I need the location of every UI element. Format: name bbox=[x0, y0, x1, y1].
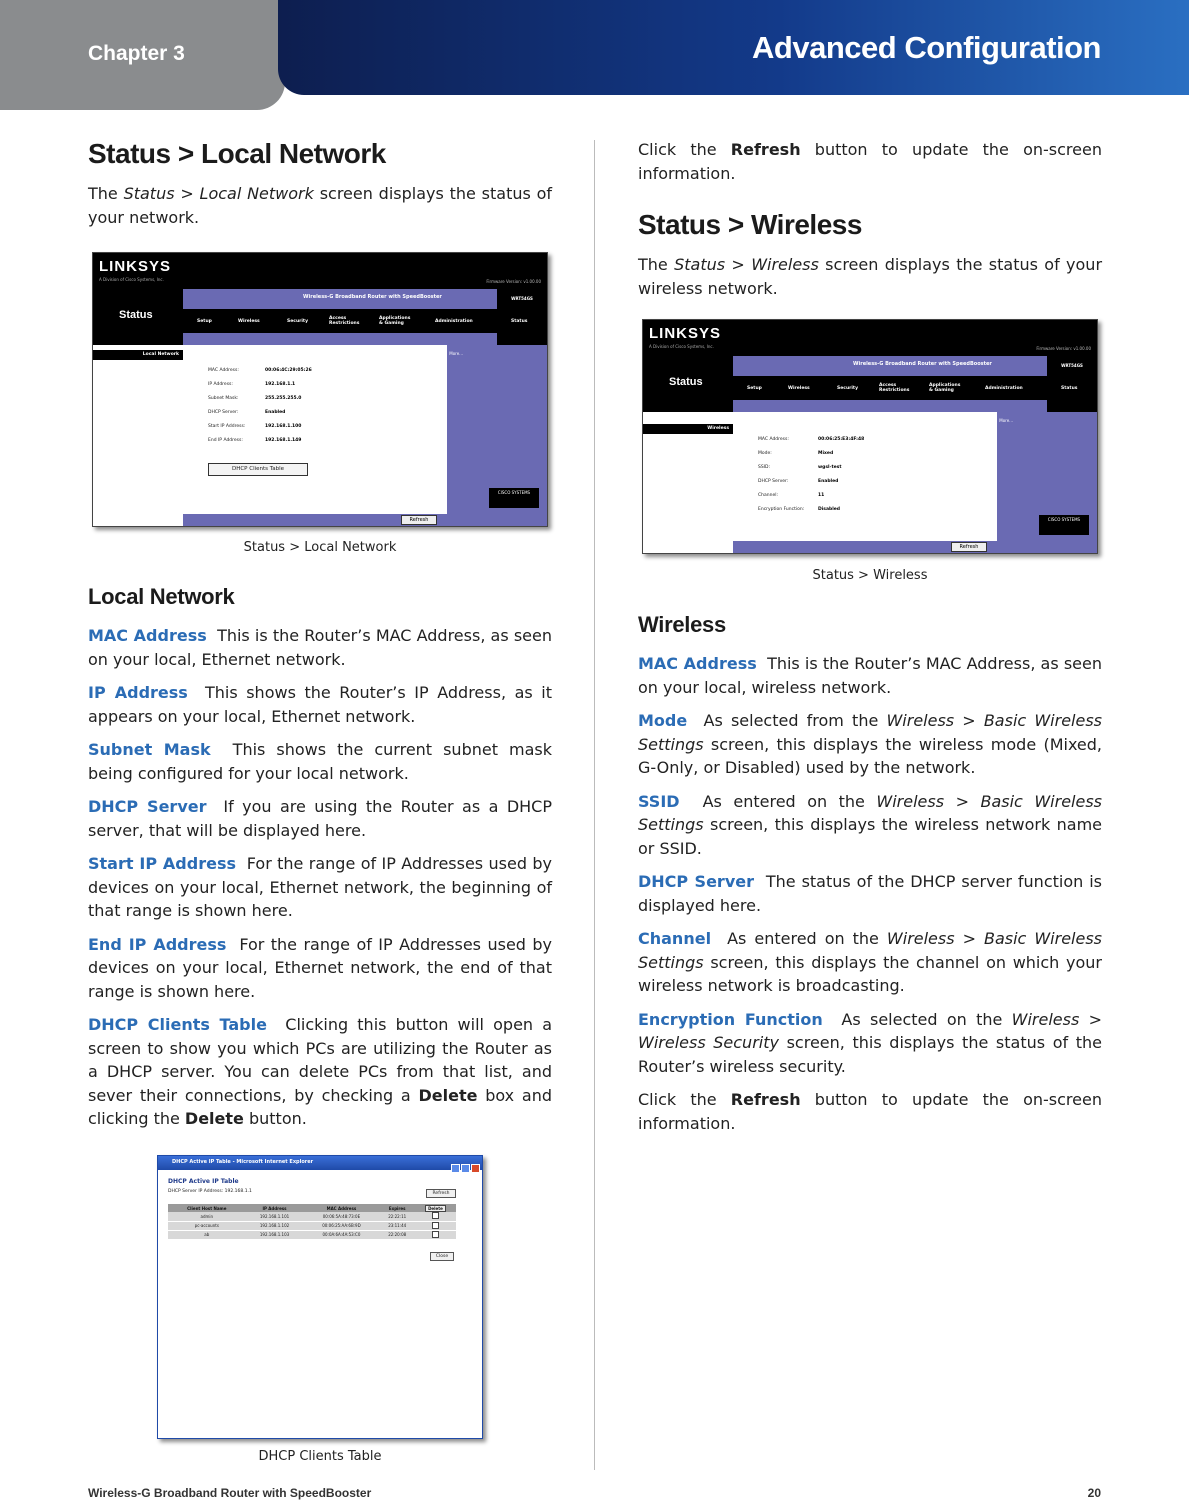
section-label: Status bbox=[643, 360, 733, 412]
page-header bbox=[0, 0, 1189, 110]
sub-tab-bar bbox=[733, 400, 1047, 412]
delete-button[interactable]: Delete bbox=[425, 1205, 446, 1212]
dhcp-table-title: DHCP Active IP Table bbox=[168, 1178, 239, 1185]
window-titlebar: DHCP Active IP Table - Microsoft Internet Explorer bbox=[158, 1156, 482, 1170]
dhcp-clients-table-button[interactable]: DHCP Clients Table bbox=[208, 463, 308, 476]
field-value: Enabled bbox=[818, 479, 839, 484]
definition-channel: Channel As entered on the Wireless > Basic Wireless Settings screen, this displays the channel on which your wireless network is broadcasting. bbox=[638, 929, 1103, 995]
definition-wireless-dhcp: DHCP Server The status of the DHCP server function is displayed here. bbox=[638, 872, 1102, 915]
field-label: SSID: bbox=[758, 465, 771, 470]
definition-ssid: SSID As entered on the Wireless > Basic Wireless Settings screen, this displays the wireless network name or SSID. bbox=[638, 791, 1102, 858]
column-header: Client Host Name bbox=[168, 1204, 246, 1212]
tab-status[interactable]: Status bbox=[511, 319, 528, 324]
more-link[interactable]: More... bbox=[449, 351, 463, 356]
delete-checkbox[interactable] bbox=[415, 1221, 456, 1230]
definition-subnet-mask: Subnet Mask This shows the current subnet mask being configured for your local network. bbox=[88, 740, 552, 783]
field-label: Mode: bbox=[758, 451, 772, 456]
screenshot-dhcp-clients-table bbox=[157, 1155, 483, 1439]
minimize-icon[interactable] bbox=[451, 1164, 460, 1173]
logo-tagline: A Division of Cisco Systems, Inc. bbox=[99, 277, 164, 282]
left-column bbox=[88, 138, 552, 229]
column-header: IP Address bbox=[246, 1204, 304, 1212]
refresh-instruction-2: Click the Refresh button to update the on-screen information. bbox=[638, 1090, 1102, 1133]
section-label: Status bbox=[93, 293, 183, 345]
caption-dhcp-clients-table: DHCP Clients Table bbox=[258, 1449, 382, 1464]
field-label: Start IP Address: bbox=[208, 424, 246, 429]
definition-wireless-mac: MAC Address This is the Router’s MAC Address, as seen on your local, wireless network. bbox=[638, 654, 1103, 697]
dhcp-clients-table bbox=[168, 1204, 456, 1240]
tab-wireless[interactable]: Wireless bbox=[238, 319, 260, 324]
definition-mode: Mode As selected from the Wireless > Basic Wireless Settings screen, this displays the wireless mode (Mixed, G-Only, or Disabled) used by the network. bbox=[638, 711, 1102, 777]
definition-dhcp-server: DHCP Server If you are using the Router as a DHCP server, that will be displayed here. bbox=[88, 797, 553, 840]
tab-administration[interactable]: Administration bbox=[985, 386, 1023, 391]
table-row bbox=[168, 1221, 456, 1230]
field-label: Subnet Mask: bbox=[208, 396, 239, 401]
right-column-top bbox=[638, 138, 1102, 300]
page-label: Local Network bbox=[93, 350, 183, 360]
field-value: 192.168.1.149 bbox=[265, 438, 302, 443]
intro-wireless: The Status > Wireless screen displays the status of your wireless network. bbox=[638, 255, 1103, 298]
wireless-definitions bbox=[638, 612, 1102, 1135]
definition-encryption: Encryption Function As selected on the Wireless > Wireless Security screen, this displays the status of the Router’s wireless security. bbox=[638, 1009, 1102, 1076]
close-icon[interactable] bbox=[471, 1164, 480, 1173]
cell: admin bbox=[168, 1212, 246, 1221]
local-network-definitions bbox=[88, 584, 552, 1131]
caption-wireless: Status > Wireless bbox=[812, 568, 928, 583]
sub-tab-bar bbox=[183, 333, 497, 345]
delete-checkbox[interactable] bbox=[415, 1212, 456, 1221]
tab-access[interactable]: Access Restrictions bbox=[329, 316, 360, 326]
product-bar bbox=[733, 356, 1097, 376]
tab-setup[interactable]: Setup bbox=[747, 386, 762, 391]
cell: 22:20:08 bbox=[379, 1230, 415, 1239]
screenshot-status-wireless bbox=[642, 319, 1098, 554]
tab-security[interactable]: Security bbox=[287, 319, 309, 324]
cell: 00:06:5A:48:73:0E bbox=[303, 1212, 379, 1221]
cell: 22:22:11 bbox=[379, 1212, 415, 1221]
more-link[interactable]: More... bbox=[999, 418, 1013, 423]
linksys-logo: LINKSYS bbox=[649, 325, 722, 342]
field-label: DHCP Server: bbox=[758, 479, 789, 484]
refresh-instruction: Click the Refresh button to update the on-screen information. bbox=[638, 140, 1102, 183]
cell: 192.168.1.102 bbox=[246, 1221, 304, 1230]
tab-access[interactable]: Access Restrictions bbox=[879, 383, 910, 393]
linksys-logo: LINKSYS bbox=[99, 258, 172, 275]
tab-administration[interactable]: Administration bbox=[435, 319, 473, 324]
field-label: IP Address: bbox=[208, 382, 233, 387]
field-label: Encryption Function: bbox=[758, 507, 805, 512]
cell: ab bbox=[168, 1230, 246, 1239]
field-value: 11 bbox=[818, 493, 825, 498]
tab-applications[interactable]: Applications & Gaming bbox=[929, 383, 961, 393]
definition-end-ip: End IP Address For the range of IP Addresses used by devices on your local, Ethernet network, the end of that range is shown here. bbox=[88, 934, 553, 1001]
maximize-icon[interactable] bbox=[461, 1164, 470, 1173]
field-value: 192.168.1.1 bbox=[265, 382, 296, 387]
footer-product: Wireless-G Broadband Router with SpeedBooster bbox=[88, 1486, 372, 1500]
tab-security[interactable]: Security bbox=[837, 386, 859, 391]
cisco-logo: CISCO SYSTEMS bbox=[1039, 515, 1089, 535]
field-label: End IP Address: bbox=[208, 438, 243, 443]
dhcp-server-ip: DHCP Server IP Address: 192.168.1.1 bbox=[168, 1189, 252, 1194]
definition-start-ip: Start IP Address For the range of IP Addresses used by devices on your local, Ethernet network, the beginning of that range is shown here. bbox=[88, 854, 553, 920]
tab-wireless[interactable]: Wireless bbox=[788, 386, 810, 391]
table-row bbox=[168, 1212, 456, 1221]
cell: 192.168.1.101 bbox=[246, 1212, 304, 1221]
refresh-button[interactable]: Refresh bbox=[951, 542, 987, 552]
field-label: DHCP Server: bbox=[208, 410, 239, 415]
firmware-version: Firmware Version: v1.00.00 bbox=[486, 279, 541, 284]
model-name: WRT54GS bbox=[1047, 356, 1097, 376]
cell: 23:11:44 bbox=[379, 1221, 415, 1230]
page-number: 20 bbox=[1087, 1486, 1101, 1500]
field-label: MAC Address: bbox=[758, 437, 789, 442]
page-label: Wireless bbox=[643, 424, 733, 434]
tab-status[interactable]: Status bbox=[1061, 386, 1078, 391]
section-heading-local-network: Status > Local Network bbox=[88, 138, 386, 169]
caption-local-network: Status > Local Network bbox=[243, 540, 397, 555]
field-label: Channel: bbox=[758, 493, 778, 498]
field-value: Disabled bbox=[818, 507, 841, 512]
cell: 192.168.1.103 bbox=[246, 1230, 304, 1239]
cell: pc-accounts bbox=[168, 1221, 246, 1230]
field-value: 255.255.255.0 bbox=[265, 396, 302, 401]
definition-dhcp-clients-table: DHCP Clients Table Clicking this button will open a screen to show you which PCs are utilizing the Router as a DHCP server. You can delete PCs from that list, and sever their connections, by checking a Delete box and clicking the Delete button. bbox=[88, 1015, 552, 1128]
subheading-local-network: Local Network bbox=[88, 584, 235, 609]
column-header[interactable] bbox=[415, 1204, 456, 1212]
delete-checkbox[interactable] bbox=[415, 1230, 456, 1239]
definition-ip-address: IP Address This shows the Router’s IP Address, as it appears on your local, Ethernet network. bbox=[88, 683, 553, 726]
cell: 00:0A:6A:4A:53:C0 bbox=[303, 1230, 379, 1239]
product-name: Wireless-G Broadband Router with SpeedBooster bbox=[853, 361, 992, 367]
field-value: Mixed bbox=[818, 451, 834, 456]
product-name: Wireless-G Broadband Router with SpeedBooster bbox=[303, 294, 442, 300]
tab-setup[interactable]: Setup bbox=[197, 319, 212, 324]
column-header: Expires bbox=[379, 1204, 415, 1212]
field-value: wgsl-test bbox=[818, 465, 842, 470]
field-value: 00:06:25:E3:4F:48 bbox=[818, 437, 865, 442]
window-controls bbox=[450, 1158, 480, 1177]
definition-mac-address: MAC Address This is the Router’s MAC Address, as seen on your local, Ethernet network. bbox=[88, 626, 553, 669]
tab-applications[interactable]: Applications & Gaming bbox=[379, 316, 411, 326]
screenshot-status-local-network bbox=[92, 252, 548, 527]
product-bar bbox=[183, 289, 547, 309]
subheading-wireless: Wireless bbox=[638, 612, 726, 637]
column-header: MAC Address bbox=[303, 1204, 379, 1212]
section-heading-wireless: Status > Wireless bbox=[638, 209, 862, 240]
field-label: MAC Address: bbox=[208, 368, 239, 373]
field-value: 00:06:4C:29:05:26 bbox=[265, 368, 312, 373]
column-divider bbox=[594, 140, 595, 1470]
field-value: Enabled bbox=[265, 410, 286, 415]
logo-tagline: A Division of Cisco Systems, Inc. bbox=[649, 344, 714, 349]
firmware-version: Firmware Version: v1.00.00 bbox=[1036, 346, 1091, 351]
table-row bbox=[168, 1230, 456, 1239]
window-close-button[interactable]: Close bbox=[430, 1252, 454, 1261]
model-name: WRT54GS bbox=[497, 289, 547, 309]
field-value: 192.168.1.100 bbox=[265, 424, 302, 429]
window-refresh-button[interactable]: Refresh bbox=[426, 1189, 456, 1198]
chapter-title: Advanced Configuration bbox=[752, 30, 1101, 65]
cisco-logo: CISCO SYSTEMS bbox=[489, 488, 539, 508]
chapter-label: Chapter 3 bbox=[88, 42, 185, 65]
intro-local-network: The Status > Local Network screen displays the status of your network. bbox=[88, 184, 553, 227]
refresh-button[interactable]: Refresh bbox=[401, 515, 437, 525]
cell: 00:06:25:AA:6B:9D bbox=[303, 1221, 379, 1230]
